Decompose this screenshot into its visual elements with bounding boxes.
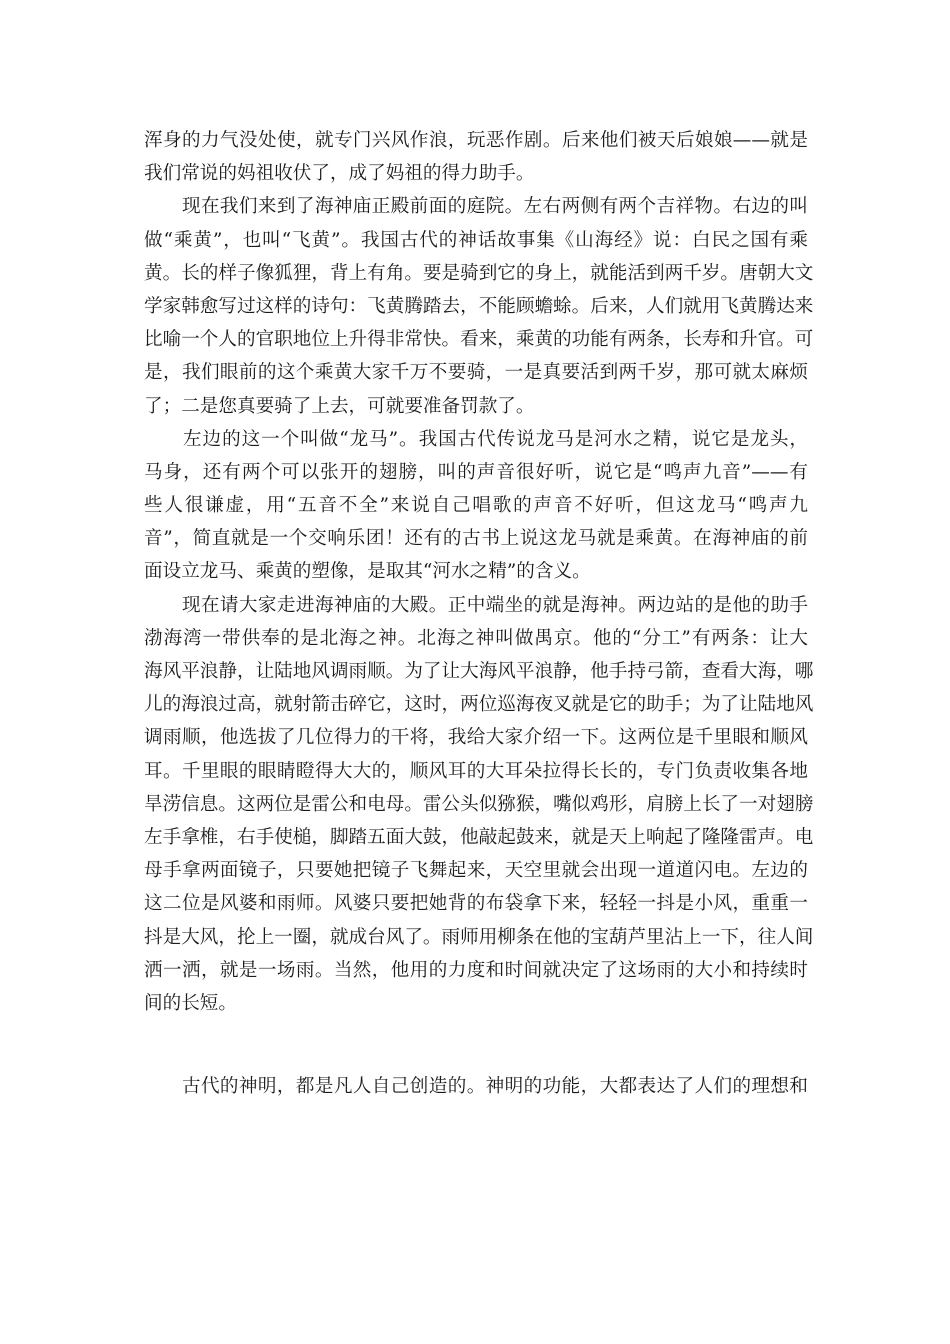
text-line: 洒一洒，就是一场雨。当然，他用的力度和时间就决定了这场雨的大小和持续时 [144,959,808,981]
text-line: 古代的神明，都是凡人自己创造的。神明的功能，大都表达了人们的理想和 [144,1076,808,1098]
text-line: 间的长短。 [144,992,237,1014]
paragraph-1 [144,124,808,190]
text-line: 渤海湾一带供奉的是北海之神。北海之神叫做禺京。他的“分工”有两条：让大 [144,627,808,649]
text-line: 比喻一个人的官职地位上升得非常快。看来，乘黄的功能有两条，长寿和升官。可 [144,329,814,351]
text-line: 现在我们来到了海神庙正殿前面的庭院。左右两侧有两个吉祥物。右边的叫 [144,196,808,218]
text-line: 海风平浪静，让陆地风调雨顺。为了让大海风平浪静，他手持弓箭，查看大海，哪 [144,661,814,682]
text-line: 旱涝信息。这两位是雷公和电母。雷公头似猕猴，嘴似鸡形，肩膀上长了一对翅膀 [144,793,814,815]
paragraph-5 [144,1070,808,1103]
text-line: 音”，简直就是一个交响乐团！还有的古书上说这龙马就是乘黄。在海神庙的前 [144,528,808,550]
text-line: 学家韩愈写过这样的诗句：飞黄腾踏去，不能顾蟾蜍。后来，人们就用飞黄腾达来 [144,295,814,317]
paragraph-4 [144,589,814,1020]
text-line: 现在请大家走进海神庙的大殿。正中端坐的就是海神。两边站的是他的助手 [144,594,808,616]
text-line: 些人很谦虚，用“五音不全”来说自己唱歌的声音不好听，但这龙马“鸣声九 [144,495,808,517]
text-line: 黄。长的样子像狐狸，背上有角。要是骑到它的身上，就能活到两千岁。唐朝大文 [144,262,814,284]
paragraph-2 [144,190,814,422]
text-line: 这二位是风婆和雨师。风婆只要把她背的布袋拿下来，轻轻一抖是小风，重重一 [144,893,808,915]
text-line: 浑身的力气没处使，就专门兴风作浪，玩恶作剧。后来他们被天后娘娘——就是 [144,130,808,151]
text-line: 了；二是您真要骑了上去，可就要准备罚款了。 [144,395,535,417]
text-line: 我们常说的妈祖收伏了，成了妈祖的得力助手。 [144,163,535,185]
text-line: 抖是大风，抡上一圈，就成台风了。雨师用柳条在他的宝葫芦里沾上一下，往人间 [144,926,814,948]
text-line: 是，我们眼前的这个乘黄大家千万不要骑，一是真要活到两千岁，那可就太麻烦 [144,362,808,384]
text-line: 做“乘黄”，也叫“飞黄”。我国古代的神话故事集《山海经》说：白民之国有乘 [144,229,808,251]
document-body [144,124,814,1103]
text-line: 左手拿椎，右手使槌，脚踏五面大鼓，他敲起鼓来，就是天上响起了隆隆雷声。电 [144,826,814,848]
text-line: 左边的这一个叫做“龙马”。我国古代传说龙马是河水之精，说它是龙头， [144,428,808,450]
text-line: 面设立龙马、乘黄的塑像，是取其“河水之精”的含义。 [144,561,591,583]
text-line: 马身，还有两个可以张开的翅膀，叫的声音很好听，说它是“鸣声九音”——有 [144,461,808,483]
paragraph-3 [144,423,808,589]
text-line: 儿的海浪过高，就射箭击碎它，这时，两位巡海夜叉就是它的助手；为了让陆地风 [144,694,814,716]
text-line: 调雨顺，他选拔了几位得力的干将，我给大家介绍一下。这两位是千里眼和顺风 [144,727,808,749]
text-line: 母手拿两面镜子，只要她把镜子飞舞起来，天空里就会出现一道道闪电。左边的 [144,860,808,882]
text-line: 耳。千里眼的眼睛瞪得大大的，顺风耳的大耳朵拉得长长的，专门负责收集各地 [144,760,808,782]
paragraph-spacer [144,1020,808,1070]
